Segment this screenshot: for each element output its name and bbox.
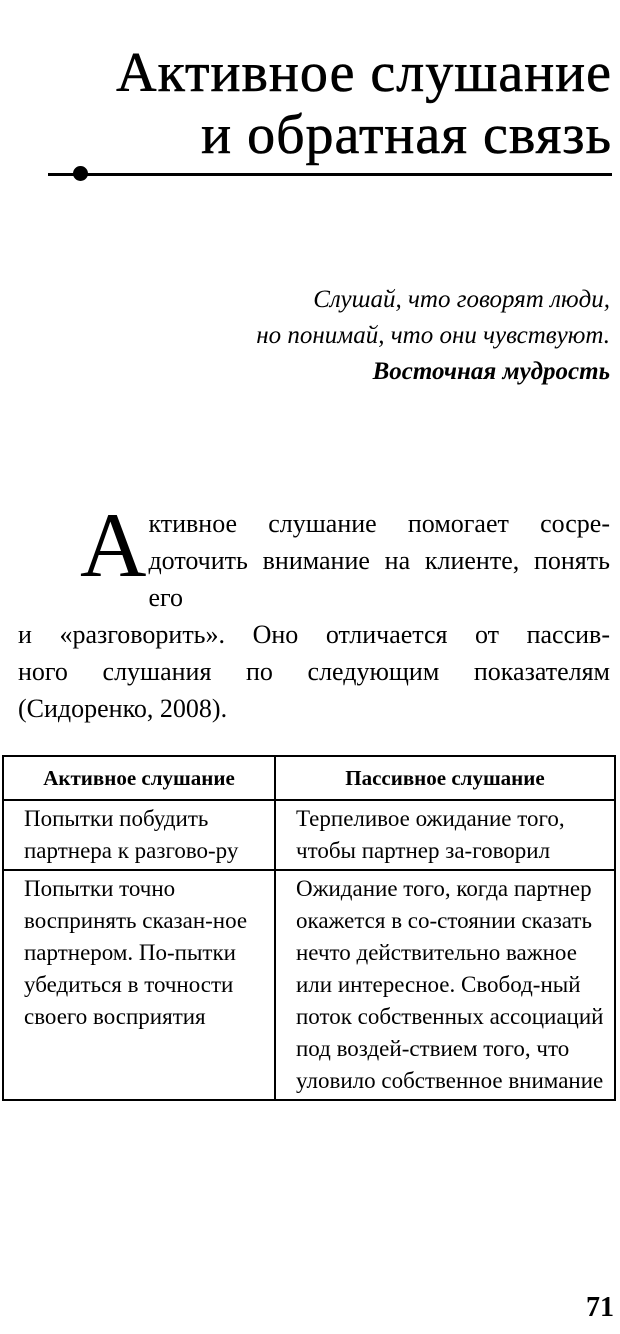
body-line-4: ного слушания по следующим показателям [18,657,610,686]
cell-row2-passive: Ожидание того, когда партнер окажется в со-стоянии сказать нечто действительно важное или интересное. Свобод-ный поток собственных ассоциаций под воздей-ствием того, что уловило собственное внимание [275,870,615,1100]
title-rule-dot-icon [73,166,88,181]
page-number: 71 [586,1292,614,1323]
body-paragraph [18,494,610,727]
epigraph-line-2: но понимай, что они чувствуют. [256,322,610,349]
header-passive-listening: Пассивное слушание [275,756,615,800]
drop-cap: А [80,494,147,596]
body-line-1: ктивное слушание помогает сосре- [148,509,610,538]
header-active-listening: Активное слушание [3,756,275,800]
table-row [3,870,615,1100]
table-row [3,800,615,870]
body-line-3: и «разговорить». Оно отличается от пассив- [18,620,610,649]
epigraph-author: Восточная мудрость [372,358,610,385]
comparison-table [2,755,616,1101]
epigraph [256,282,610,390]
cell-row1-active: Попытки побудить партнера к разгово-ру [3,800,275,870]
chapter-title-line-2: и обратная связь [201,104,612,166]
chapter-title [30,42,612,166]
cell-row1-passive: Терпеливое ожидание того, чтобы партнер за-говорил [275,800,615,870]
body-line-2: доточить внимание на клиенте, понять его [148,546,610,612]
cell-row2-active: Попытки точно воспринять сказан-ное партнером. По-пытки убедиться в точности своего восприятия [3,870,275,1100]
chapter-title-line-1: Активное слушание [116,42,612,104]
epigraph-line-1: Слушай, что говорят люди, [313,286,610,313]
table-header-row [3,756,615,800]
title-rule [48,173,612,176]
body-line-5: (Сидоренко, 2008). [18,694,228,723]
